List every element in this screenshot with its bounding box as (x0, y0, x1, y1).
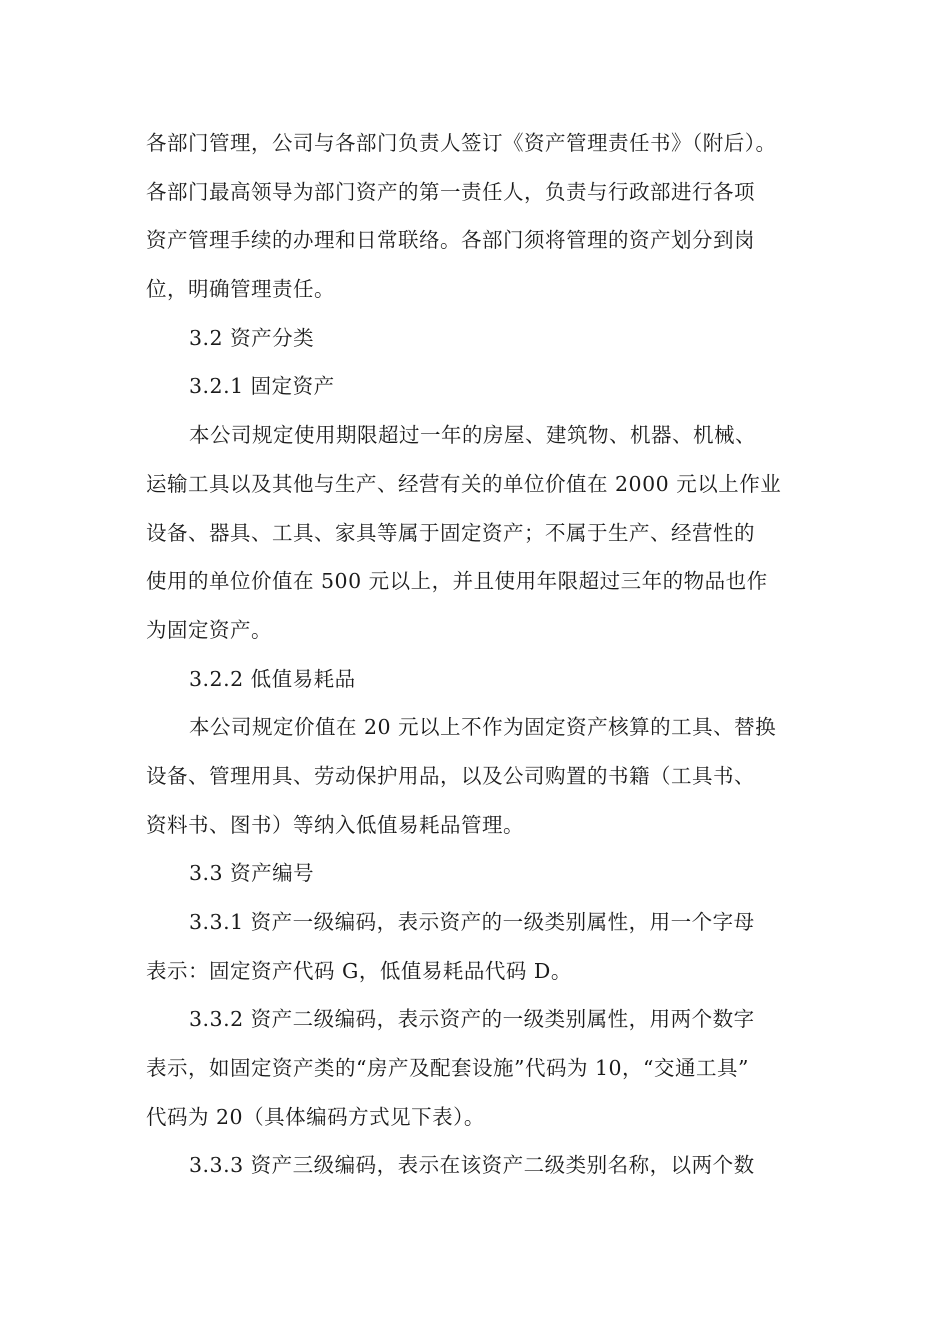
paragraph-line: 位，明确管理责任。 (146, 277, 335, 302)
subsection-heading: 3.2.2 低值易耗品 (189, 666, 356, 691)
paragraph-line: 表示，如固定资产类的“房产及配套设施”代码为 10，“交通工具” (146, 1056, 750, 1081)
paragraph-line: 各部门最高领导为部门资产的第一责任人，负责与行政部进行各项 (146, 179, 755, 204)
paragraph-line: 各部门管理，公司与各部门负责人签订《资产管理责任书》（附后）。 (146, 131, 777, 155)
subsection-heading: 3.2.1 固定资产 (189, 374, 335, 399)
paragraph-line: 运输工具以及其他与生产、经营有关的单位价值在 2000 元以上作业 (146, 471, 782, 496)
paragraph-line: 设备、器具、工具、家具等属于固定资产；不属于生产、经营性的 (146, 520, 755, 545)
paragraph-line: 表示：固定资产代码 G，低值易耗品代码 D。 (146, 958, 572, 983)
paragraph-line: 设备、管理用具、劳动保护用品，以及公司购置的书籍（工具书、 (146, 763, 755, 788)
paragraph-line: 3.3.2 资产二级编码，表示资产的一级类别属性，用两个数字 (189, 1007, 755, 1032)
section-heading: 3.2 资产分类 (189, 325, 315, 350)
paragraph-line: 代码为 20（具体编码方式见下表）。 (146, 1104, 485, 1129)
paragraph-line: 本公司规定使用期限超过一年的房屋、建筑物、机器、机械、 (189, 423, 756, 448)
document-body (146, 119, 806, 1190)
paragraph-line: 3.3.1 资产一级编码，表示资产的一级类别属性，用一个字母 (189, 910, 755, 934)
paragraph-line: 资产管理手续的办理和日常联络。各部门须将管理的资产划分到岗 (146, 228, 755, 253)
paragraph-line: 使用的单位价值在 500 元以上，并且使用年限超过三年的物品也作 (146, 569, 768, 594)
paragraph-line: 3.3.3 资产三级编码，表示在该资产二级类别名称，以两个数 (189, 1153, 755, 1178)
paragraph-line: 为固定资产。 (146, 617, 272, 642)
paragraph-line: 本公司规定价值在 20 元以上不作为固定资产核算的工具、替换 (189, 715, 777, 740)
section-heading: 3.3 资产编号 (189, 861, 315, 886)
paragraph-line: 资料书、图书）等纳入低值易耗品管理。 (146, 812, 524, 837)
